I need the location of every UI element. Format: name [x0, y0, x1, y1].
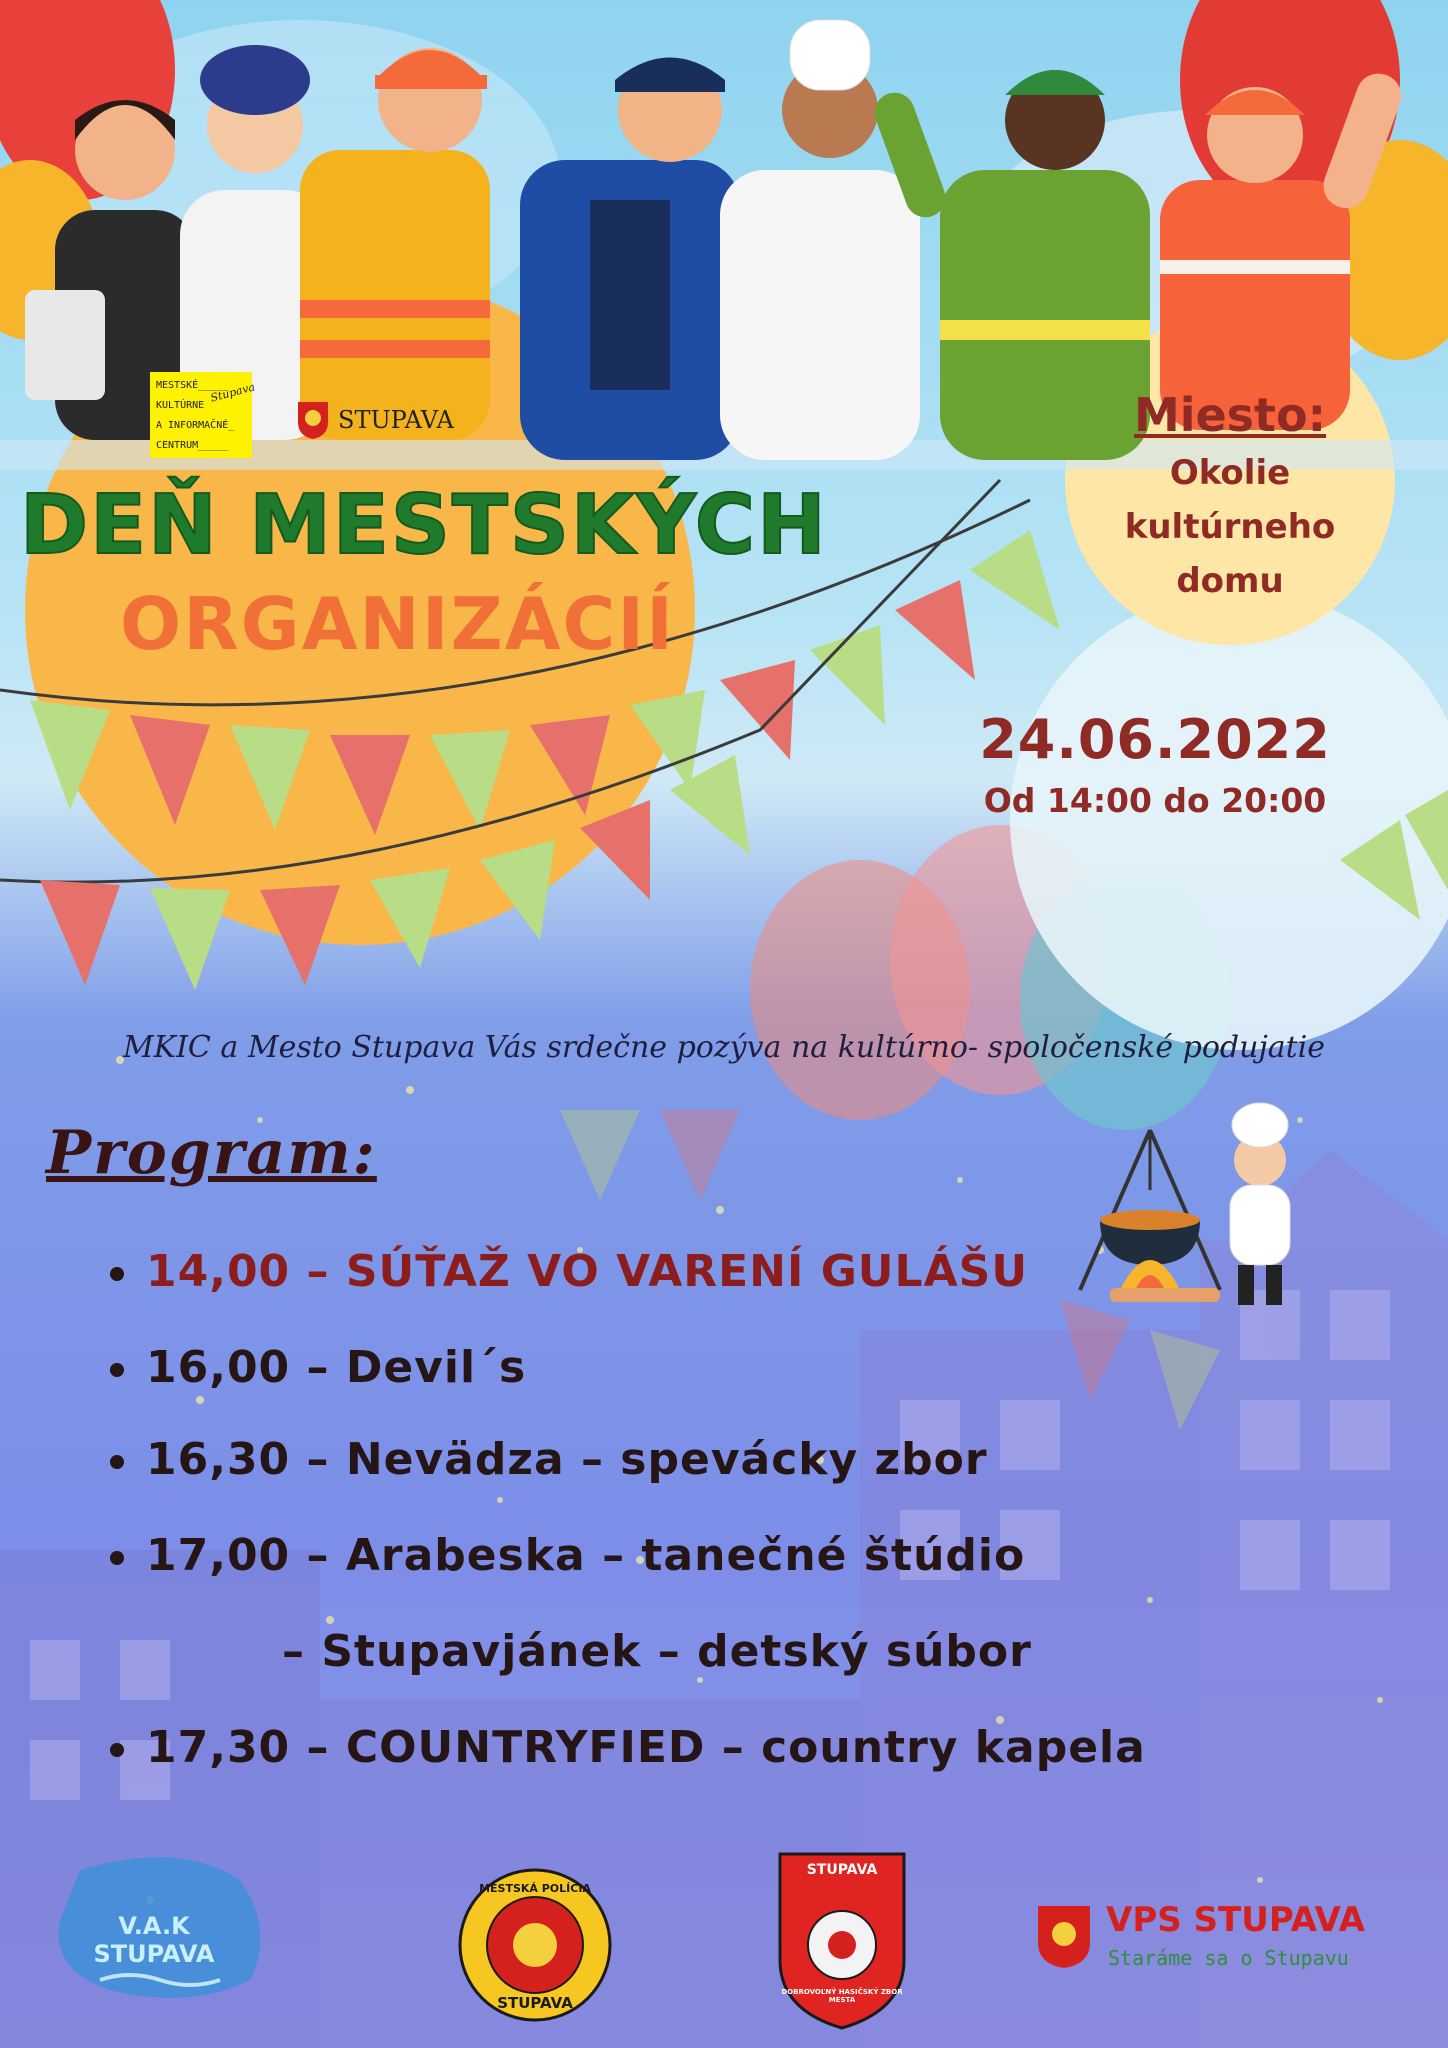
date-block — [930, 708, 1380, 820]
program-item-text: COUNTRYFIED – country kapela — [345, 1722, 1146, 1773]
city-crest-icon — [296, 400, 330, 440]
title-line-2: ORGANIZÁCIÍ — [120, 582, 675, 666]
program-item-text: SÚŤAŽ VO VARENÍ GULÁŠU — [345, 1246, 1029, 1297]
program-item-text: Devil´s — [345, 1342, 527, 1393]
city-logo — [296, 400, 454, 440]
program-item-time: 17,00 – — [146, 1530, 330, 1581]
place-block — [1080, 388, 1380, 608]
vak-logo — [40, 1850, 270, 2000]
mkic-line-4: CENTRUM_____ — [156, 440, 229, 451]
person-chef — [720, 20, 920, 460]
fire-ring-text: DOBROVOĽNÝ HASIČSKÝ ZBOR MESTA — [781, 1988, 903, 2004]
program-item-text: Nevädza – spevácky zbor — [345, 1434, 988, 1485]
firefighters-logo — [776, 1850, 908, 2030]
mkic-line-1: MESTSKÉ_____ — [156, 380, 229, 391]
person-firefighter — [300, 48, 490, 440]
place-line-1: Okolie — [1169, 453, 1291, 493]
police-bottom-text: STUPAVA — [497, 1994, 573, 2012]
mkic-line-2: KULTÚRNE — [156, 400, 205, 411]
program-item-6 — [110, 1722, 1146, 1773]
chef-cooking-illustration — [1060, 1080, 1320, 1330]
person-police — [520, 58, 740, 461]
program-item-time: 17,30 – — [146, 1722, 330, 1773]
event-date: 24.06.2022 — [979, 708, 1331, 771]
bullet-icon — [110, 1743, 124, 1757]
vak-name: V.A.K STUPAVA — [93, 1912, 215, 1968]
invite-text: MKIC a Mesto Stupava Vás srdečne pozýva na kultúrno- spoločenské podujatie — [122, 1030, 1326, 1065]
program-item-text: Arabeska – tanečné štúdio — [345, 1530, 1026, 1581]
fire-top-text: STUPAVA — [806, 1862, 878, 1878]
program-item-time: 16,00 – — [146, 1342, 330, 1393]
program-item-1 — [110, 1246, 1028, 1297]
title-line-1: DEŇ MESTSKÝCH — [20, 478, 828, 573]
police-top-text: MESTSKÁ POLÍCIA — [479, 1882, 591, 1895]
city-name: STUPAVA — [338, 406, 454, 434]
program-item-4 — [110, 1530, 1025, 1581]
program-heading: Program: — [46, 1118, 377, 1188]
mkic-line-3: A INFORMAČNÉ_ — [156, 420, 235, 431]
vps-slogan: Staráme sa o Stupavu — [1108, 1946, 1349, 1970]
program-item-time: 16,30 – — [146, 1434, 330, 1485]
program-item-5 — [282, 1626, 1032, 1677]
vps-crest-icon — [1036, 1904, 1092, 1970]
bullet-icon — [110, 1363, 124, 1377]
mkic-logo — [150, 372, 257, 458]
place-heading: Miesto: — [1133, 388, 1327, 442]
bullet-icon — [110, 1551, 124, 1565]
program-item-2 — [110, 1342, 526, 1393]
bullet-icon — [110, 1455, 124, 1469]
place-line-3: domu — [1176, 561, 1284, 601]
mkic-script: Stupava — [209, 380, 257, 405]
program-item-3 — [110, 1434, 988, 1485]
bullet-icon — [110, 1267, 124, 1281]
person-orange-vest — [1160, 67, 1407, 430]
place-line-2: kultúrneho — [1124, 507, 1336, 547]
vps-logo — [1036, 1900, 1376, 1980]
vps-name: VPS STUPAVA — [1106, 1900, 1365, 1940]
program-item-time: 14,00 – — [146, 1246, 330, 1297]
event-time: Od 14:00 do 20:00 — [983, 781, 1327, 820]
police-logo — [458, 1868, 612, 2022]
program-item-text: – Stupavjánek – detský súbor — [282, 1626, 1032, 1677]
